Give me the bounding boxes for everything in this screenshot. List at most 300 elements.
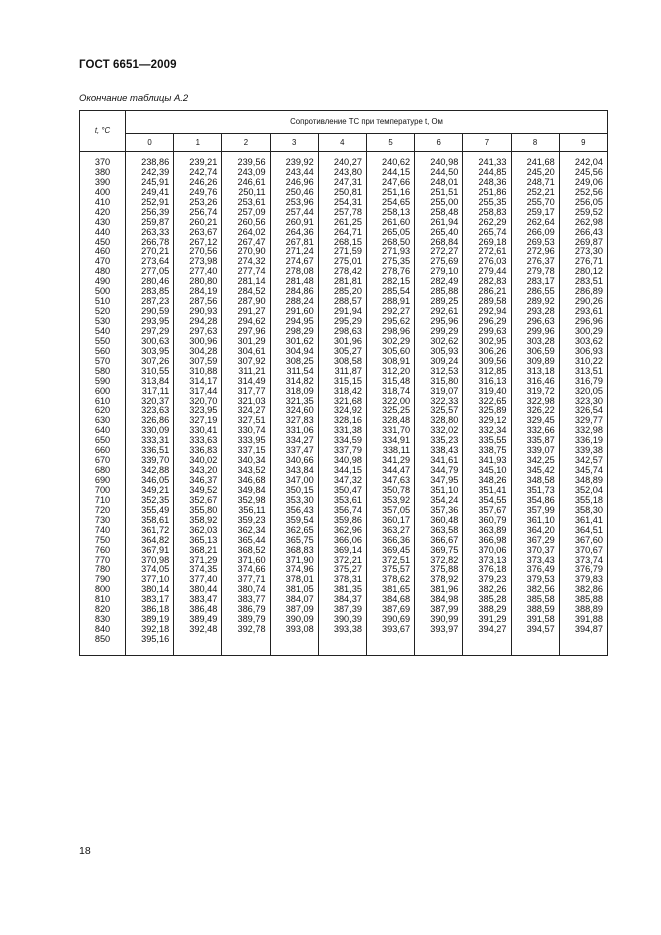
resistance-value: 317,11 [141,385,170,396]
resistance-value: 248,71 [526,176,555,187]
resistance-value: 310,88 [189,365,218,376]
temperature-value: 570 [94,355,111,366]
resistance-value: 381,35 [333,584,362,595]
resistance-value: 363,89 [478,524,507,535]
resistance-value: 376,79 [574,564,603,575]
resistance-value: 359,86 [333,514,362,525]
resistance-value: 327,51 [237,415,266,426]
resistance-value: 295,96 [430,316,459,326]
resistance-value: 373,74 [574,554,603,565]
resistance-value: 340,66 [285,455,314,466]
resistance-value: 251,86 [478,186,507,197]
resistance-value: 262,64 [526,216,555,227]
resistance-value: 324,60 [285,405,314,416]
resistance-value: 300,96 [189,335,218,346]
resistance-value: 319,07 [430,385,459,396]
resistance-value: 332,98 [574,425,603,436]
resistance-value: 286,21 [478,286,507,297]
resistance-value: 390,99 [430,614,459,625]
resistance-value: 289,25 [430,296,459,307]
resistance-value: 371,60 [237,554,266,565]
resistance-value: 309,89 [526,355,555,366]
resistance-value: 365,75 [285,534,314,545]
resistance-value: 362,96 [333,524,362,535]
resistance-value: 254,31 [333,196,362,207]
resistance-value: 323,30 [574,395,603,406]
resistance-value: 392,78 [237,624,266,635]
resistance-value: 262,98 [574,216,603,227]
temperature-value: 630 [94,415,111,426]
resistance-value: 383,47 [189,594,218,605]
resistance-value: 325,57 [430,405,459,416]
resistance-value: 240,98 [430,157,459,167]
temperature-value: 580 [94,365,111,376]
resistance-value: 331,70 [382,425,411,436]
resistance-value: 301,96 [333,335,362,346]
resistance-value: 311,54 [286,365,314,376]
resistance-value: 330,74 [237,425,266,436]
resistance-value: 350,47 [333,484,362,495]
resistance-value: 272,27 [430,246,459,257]
resistance-value: 378,62 [382,574,411,585]
temperature-value: 530 [94,316,111,326]
resistance-value: 298,63 [333,325,362,336]
resistance-value: 347,00 [285,475,314,485]
resistance-value: 326,22 [526,405,555,416]
resistance-value: 390,39 [333,614,362,625]
resistance-value: 342,25 [526,455,555,466]
resistance-value: 257,78 [333,206,362,217]
resistance-value: 361,10 [526,514,555,525]
resistance-value: 271,93 [382,246,411,257]
resistance-table-container [79,110,608,656]
resistance-value: 247,31 [333,176,362,187]
resistance-value: 290,59 [141,306,170,317]
resistance-value: 322,33 [430,395,459,406]
resistance-value: 306,59 [526,345,555,356]
resistance-value: 332,66 [526,425,555,436]
resistance-value: 373,13 [478,554,507,565]
temperature-value: 670 [94,455,111,466]
resistance-value: 241,33 [478,157,507,167]
resistance-value: 300,29 [574,325,603,336]
resistance-value: 390,69 [382,614,411,625]
resistance-value: 269,87 [574,236,603,247]
resistance-value: 357,67 [478,504,507,515]
resistance-value: 389,19 [141,614,170,625]
resistance-value: 384,68 [382,594,411,605]
resistance-value: 378,92 [430,574,459,585]
resistance-value: 346,05 [141,475,170,485]
resistance-value: 336,51 [141,445,170,456]
resistance-value: 268,50 [382,236,411,247]
resistance-value: 351,41 [478,484,507,495]
resistance-value: 334,59 [333,435,362,446]
resistance-value: 271,24 [285,246,314,257]
resistance-value: 309,24 [430,355,459,366]
resistance-value: 368,21 [189,544,218,555]
resistance-value: 376,18 [478,564,507,575]
resistance-value: 379,23 [478,574,507,585]
resistance-value: 330,09 [141,425,170,436]
resistance-value: 358,92 [189,514,218,525]
resistance-value: 391,88 [574,614,603,625]
resistance-value: 258,48 [430,206,459,217]
temperature-value: 760 [94,544,111,555]
resistance-value: 293,95 [141,316,170,326]
resistance-value: 362,34 [237,524,266,535]
resistance-value: 313,51 [574,365,603,376]
resistance-value: 349,21 [141,484,170,495]
resistance-value: 328,80 [430,415,459,426]
resistance-value: 369,45 [382,544,411,555]
resistance-value: 362,03 [189,524,218,535]
resistance-value: 366,67 [430,534,459,545]
resistance-value: 290,26 [574,296,603,307]
resistance-value: 249,76 [189,186,218,197]
temperature-value: 590 [94,375,111,386]
temperature-value: 620 [94,405,111,416]
resistance-value: 257,09 [237,206,266,217]
resistance-value: 351,73 [526,484,555,495]
resistance-value: 340,02 [189,455,218,466]
value-column-6 [415,152,463,656]
resistance-value: 342,88 [141,465,170,476]
resistance-value: 362,65 [285,524,314,535]
resistance-value: 248,36 [478,176,507,187]
temperature-value: 740 [94,524,111,535]
temperature-value: 430 [94,216,111,227]
resistance-value: 356,11 [238,504,266,515]
resistance-value: 292,27 [382,306,411,317]
resistance-value: 361,41 [574,514,603,525]
resistance-value: 393,38 [333,624,362,635]
resistance-value: 358,61 [141,514,170,525]
resistance-value: 277,05 [141,266,170,277]
resistance-value: 267,12 [189,236,218,247]
resistance-value: 271,59 [333,246,362,257]
temperature-value: 720 [94,504,111,515]
resistance-value: 284,52 [237,286,266,297]
resistance-value: 349,84 [237,484,266,495]
value-column-7 [463,152,511,656]
resistance-value: 338,11 [382,445,411,456]
resistance-value: 276,37 [526,256,555,267]
resistance-value: 341,29 [382,455,411,466]
resistance-value: 279,44 [478,266,507,277]
resistance-value: 394,57 [526,624,555,635]
resistance-value: 291,60 [285,306,314,317]
resistance-value: 337,79 [333,445,362,456]
resistance-value: 354,86 [526,494,555,505]
resistance-value: 389,79 [237,614,266,625]
resistance-value: 314,17 [189,375,218,386]
resistance-value: 386,18 [141,604,170,615]
resistance-value: 322,98 [526,395,555,406]
value-column-4 [318,152,366,656]
resistance-value: 344,15 [333,465,362,476]
resistance-value: 340,34 [237,455,266,466]
resistance-value: 255,00 [430,196,459,207]
resistance-value: 387,09 [285,604,314,615]
resistance-value: 268,15 [333,236,362,247]
resistance-value: 272,61 [478,246,507,257]
value-column-5 [366,152,414,656]
resistance-value: 303,62 [574,335,603,346]
resistance-value: 343,52 [237,465,266,476]
resistance-value: 239,56 [237,157,266,167]
resistance-value: 350,15 [285,484,314,495]
resistance-value: 363,58 [430,524,459,535]
resistance-value: 339,38 [574,445,603,456]
resistance-value: 391,58 [526,614,555,625]
resistance-value: 352,98 [237,494,266,505]
resistance-value: 386,48 [189,604,218,615]
resistance-value: 263,33 [141,226,170,237]
resistance-value: 384,98 [430,594,459,605]
resistance-value: 370,67 [574,544,603,555]
resistance-table [79,110,608,656]
resistance-value: 242,74 [189,166,218,177]
resistance-value: 388,89 [574,604,603,615]
resistance-value: 364,82 [141,534,170,545]
temperature-value: 650 [94,435,111,446]
col-header-1: 1 [174,134,222,152]
resistance-value: 359,23 [237,514,266,525]
resistance-value: 338,75 [478,445,507,456]
resistance-value: 290,93 [189,306,218,317]
resistance-value: 278,08 [285,266,314,277]
temperature-value: 410 [94,196,111,207]
resistance-value: 385,88 [574,594,603,605]
resistance-value: 329,45 [526,415,555,426]
resistance-value: 318,74 [382,385,411,396]
resistance-value: 250,81 [333,186,362,197]
resistance-value: 380,14 [141,584,170,595]
resistance-value: 335,55 [478,435,507,446]
resistance-value: 379,53 [526,574,555,585]
resistance-value: 327,83 [285,415,314,426]
resistance-value: 375,27 [333,564,362,575]
resistance-value: 326,86 [141,415,170,426]
temperature-value: 600 [94,385,111,396]
resistance-value: 250,11 [238,186,266,197]
resistance-value: 340,98 [333,455,362,466]
resistance-value: 366,36 [382,534,411,545]
resistance-value: 316,79 [574,375,603,386]
resistance-value: 298,29 [285,325,314,336]
resistance-value: 385,28 [478,594,507,605]
resistance-value: 370,06 [478,544,507,555]
value-column-9 [559,152,607,656]
resistance-value: 302,62 [430,335,459,346]
resistance-value: 260,91 [285,216,314,227]
resistance-value: 323,63 [141,405,170,416]
resistance-value: 244,85 [478,166,507,177]
resistance-value: 337,15 [237,445,266,456]
resistance-value: 303,28 [526,335,555,346]
resistance-value: 283,85 [141,286,170,297]
resistance-value: 305,93 [430,345,459,356]
resistance-value: 347,95 [430,475,459,485]
resistance-value: 268,84 [430,236,459,247]
resistance-value: 372,21 [333,554,362,565]
resistance-value: 284,86 [285,286,314,297]
value-column-2 [222,152,270,656]
resistance-value: 394,27 [478,624,507,635]
resistance-value: 320,70 [189,395,218,406]
resistance-value: 333,31 [141,435,170,446]
temperature-value: 730 [94,514,111,525]
resistance-value: 269,18 [478,236,507,247]
temperature-value: 450 [94,236,111,247]
temperature-value: 550 [94,335,111,346]
temperature-value: 770 [94,554,111,565]
value-column-1 [174,152,222,656]
resistance-value: 393,08 [285,624,314,635]
resistance-value: 308,58 [333,355,362,366]
resistance-value: 261,60 [382,216,411,227]
resistance-value: 296,29 [478,316,507,326]
resistance-value: 279,78 [526,266,555,277]
resistance-value: 245,91 [141,176,170,187]
resistance-value: 365,44 [237,534,266,545]
resistance-value: 368,83 [285,544,314,555]
resistance-value: 240,62 [382,157,411,167]
resistance-value: 264,36 [285,226,314,237]
resistance-value: 296,63 [526,316,555,326]
resistance-value: 348,89 [574,475,603,485]
resistance-value: 280,80 [189,276,218,287]
resistance-value: 240,27 [333,157,362,167]
resistance-value: 371,90 [285,554,314,565]
resistance-value: 387,69 [382,604,411,615]
resistance-value: 372,51 [382,554,411,565]
resistance-value: 378,01 [285,574,314,585]
resistance-value: 265,74 [478,226,507,237]
resistance-value: 316,13 [478,375,507,386]
resistance-value: 365,13 [189,534,218,545]
resistance-value: 345,10 [478,465,507,476]
resistance-value: 266,09 [526,226,555,237]
resistance-value: 283,17 [526,276,555,287]
temperature-value: 380 [94,166,111,177]
resistance-value: 387,39 [333,604,362,615]
resistance-value: 260,21 [189,216,218,227]
resistance-value: 281,14 [237,276,266,287]
resistance-value: 367,91 [141,544,170,555]
resistance-value: 286,89 [574,286,603,297]
resistance-value: 341,61 [430,455,459,466]
resistance-value: 277,40 [189,266,218,277]
resistance-value: 369,14 [333,544,362,555]
resistance-value: 251,51 [430,186,459,197]
resistance-value: 262,29 [478,216,507,227]
col-header-8: 8 [511,134,559,152]
resistance-value: 311,21 [238,365,266,376]
resistance-value: 256,39 [141,206,170,217]
resistance-value: 374,96 [285,564,314,575]
resistance-value: 306,26 [478,345,507,356]
resistance-value: 329,12 [478,415,507,426]
resistance-value: 322,65 [478,395,507,406]
resistance-value: 244,50 [430,166,459,177]
resistance-value: 258,83 [478,206,507,217]
column-header-row [80,134,608,152]
resistance-value: 360,17 [382,514,411,525]
resistance-value: 377,71 [237,574,266,585]
resistance-value: 345,74 [574,465,603,476]
resistance-value: 282,15 [382,276,411,287]
resistance-value: 287,56 [189,296,218,307]
resistance-value: 377,40 [189,574,218,585]
resistance-value: 249,06 [574,176,603,187]
temperature-value: 560 [94,345,111,356]
resistance-value: 384,37 [333,594,362,605]
resistance-value: 261,94 [430,216,459,227]
resistance-value: 379,83 [574,574,603,585]
resistance-value: 360,79 [478,514,507,525]
resistance-value: 310,22 [574,355,603,366]
resistance-value: 261,25 [333,216,362,227]
resistance-value: 335,23 [430,435,459,446]
resistance-value: 370,98 [141,554,170,565]
resistance-value: 382,56 [526,584,555,595]
resistance-value: 315,15 [333,375,362,386]
resistance-value: 339,70 [141,455,170,466]
resistance-value: 252,56 [574,186,603,197]
resistance-value: 253,26 [189,196,218,207]
resistance-value: 288,91 [382,296,411,307]
resistance-value: 366,98 [478,534,507,545]
resistance-value: 381,05 [285,584,314,595]
resistance-value: 316,46 [526,375,555,386]
resistance-value: 345,42 [526,465,555,476]
resistance-value: 282,83 [478,276,507,287]
resistance-value: 242,39 [141,166,170,177]
resistance-value: 348,26 [478,475,507,485]
resistance-value: 327,19 [189,415,218,426]
resistance-value: 307,26 [141,355,170,366]
resistance-value: 350,78 [382,484,411,495]
resistance-value: 356,43 [285,504,314,515]
resistance-value: 354,55 [478,494,507,505]
resistance-value: 325,89 [478,405,507,416]
resistance-value: 312,85 [478,365,507,376]
resistance-value: 274,67 [285,256,314,267]
resistance-value: 329,77 [574,415,603,426]
resistance-value: 272,96 [526,246,555,257]
resistance-value: 266,78 [141,236,170,247]
resistance-value: 390,09 [285,614,314,625]
temperature-value: 500 [94,286,111,297]
resistance-value: 341,93 [478,455,507,466]
resistance-value: 275,35 [382,256,411,267]
resistance-value: 308,25 [285,355,314,366]
resistance-value: 374,35 [189,564,218,575]
resistance-value: 246,61 [237,176,266,187]
resistance-value: 243,80 [333,166,362,177]
resistance-value: 297,63 [189,325,218,336]
resistance-value: 291,94 [333,306,362,317]
resistance-value: 301,62 [285,335,314,346]
resistance-value: 243,09 [237,166,266,177]
resistance-value: 371,29 [189,554,218,565]
resistance-value: 285,88 [430,286,459,297]
resistance-value: 270,56 [189,246,218,257]
resistance-value: 346,37 [189,475,218,485]
resistance-value: 384,07 [285,594,314,605]
